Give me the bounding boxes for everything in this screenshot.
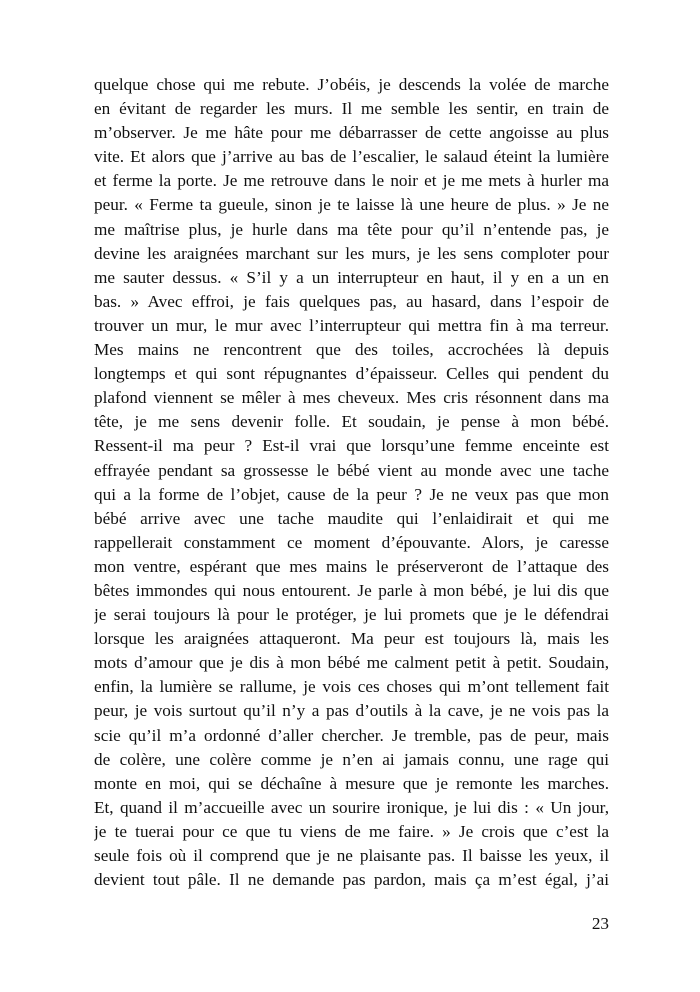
text-line: effrayée pendant sa grossesse le bébé vient au monde avec une tache — [94, 460, 609, 480]
text-line: Ressent-il ma peur ? Est-il vrai que lorsqu’une femme enceinte est — [94, 436, 609, 456]
text-line: m’observer. Je me hâte pour me débarrasser de cette angoisse au plus — [94, 123, 609, 143]
text-line: peur. « Ferme ta gueule, sinon je te laisse là une heure de plus. » Je ne — [94, 195, 609, 215]
text-line: bébé arrive avec une tache maudite qui l’enlaidirait et qui me — [94, 508, 609, 528]
text-line: Mes mains ne rencontrent que des toiles, accrochées là depuis — [94, 340, 609, 360]
text-line: je serai toujours là pour le protéger, je lui promets que je le défendrai — [94, 605, 609, 625]
text-line: me maîtrise plus, je hurle dans ma tête pour qu’il n’entende pas, je — [94, 219, 609, 239]
text-line: longtemps et qui sont répugnantes d’épaisseur. Celles qui pendent du — [94, 364, 609, 384]
page-number: 23 — [591, 914, 609, 933]
text-line: devient tout pâle. Il ne demande pas pardon, mais ça m’est égal, j’ai — [94, 870, 609, 890]
text-line: qui a la forme de l’objet, cause de la peur ? Je ne veux pas que mon — [94, 484, 609, 504]
text-line: de colère, une colère comme je n’en ai jamais connu, une rage qui — [94, 749, 609, 769]
text-line: lorsque les araignées attaqueront. Ma peur est toujours là, mais les — [94, 629, 609, 649]
text-line: Et, quand il m’accueille avec un sourire ironique, je lui dis : « Un jour, — [94, 797, 609, 817]
text-line: rappellerait constamment ce moment d’épouvante. Alors, je caresse — [94, 532, 609, 552]
text-line: vite. Et alors que j’arrive au bas de l’escalier, le salaud éteint la lumière — [94, 147, 609, 167]
text-line: quelque chose qui me rebute. J’obéis, je descends la volée de marche — [94, 75, 609, 94]
text-line: en évitant de regarder les murs. Il me semble les sentir, en train de — [94, 99, 609, 119]
text-line: tête, je me sens devenir folle. Et soudain, je pense à mon bébé. — [94, 412, 609, 432]
text-line: et ferme la porte. Je me retrouve dans le noir et je me mets à hurler ma — [94, 171, 609, 191]
text-line: bêtes immondes qui nous entourent. Je parle à mon bébé, je lui dis que — [94, 580, 609, 600]
text-line: trouver un mur, le mur avec l’interrupteur qui mettra fin à ma terreur. — [94, 315, 609, 335]
text-line: mots d’amour que je dis à mon bébé me calment petit à petit. Soudain, — [94, 653, 609, 673]
text-line: bas. » Avec effroi, je fais quelques pas, au hasard, dans l’espoir de — [94, 291, 609, 311]
text-line: seule fois où il comprend que je ne plaisante pas. Il baisse les yeux, il — [94, 846, 609, 865]
text-line: me sauter dessus. « S’il y a un interrupteur en haut, il y en a un en — [94, 267, 609, 287]
text-line: scie qu’il m’a ordonné d’aller chercher. Je tremble, pas de peur, mais — [94, 725, 609, 745]
body-text — [94, 73, 609, 892]
text-line: enfin, la lumière se rallume, je vois ces choses qui m’ont tellement fait — [94, 677, 609, 697]
text-line: plafond viennent se mêler à mes cheveux. Mes cris résonnent dans ma — [94, 388, 609, 408]
text-line: mon ventre, espérant que mes mains le préserveront de l’attaque des — [94, 556, 609, 576]
text-line: devine les araignées marchant sur les murs, je les sens comploter pour — [94, 243, 609, 263]
text-line: je te tuerai pour ce que tu viens de me faire. » Je crois que c’est la — [94, 821, 609, 841]
text-line: monte en moi, qui se déchaîne à mesure que je remonte les marches. — [94, 773, 609, 793]
text-line: peur, je vois surtout qu’il n’y a pas d’outils à la cave, je ne vois pas la — [94, 701, 609, 721]
